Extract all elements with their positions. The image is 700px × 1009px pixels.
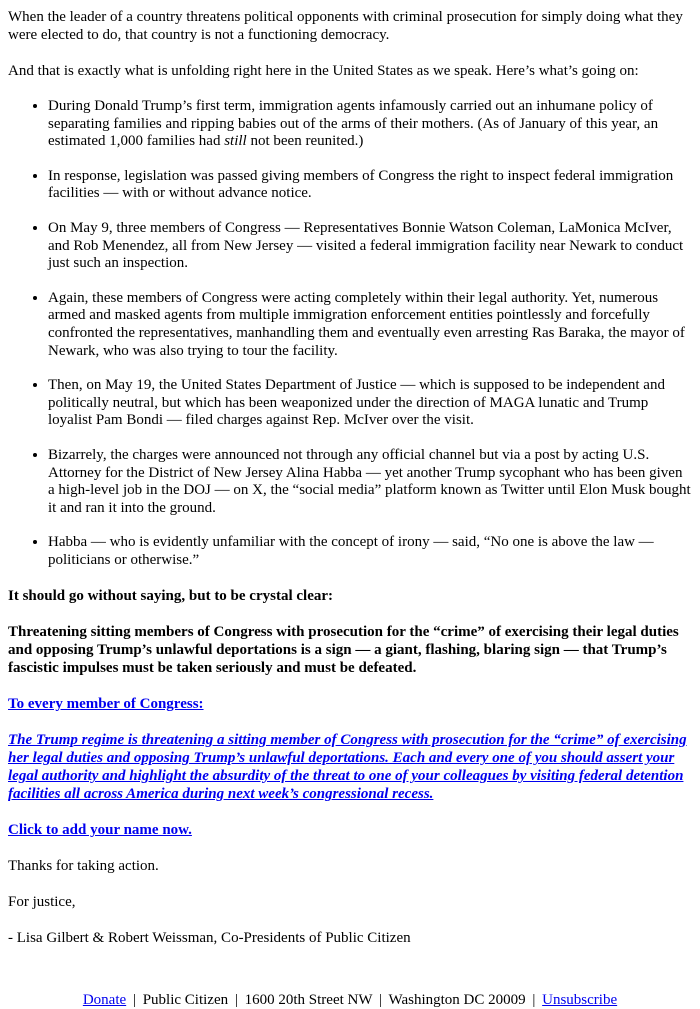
list-item: • Then, on May 19, the United States Department of Justice — which is supposed to be independent and politically neutral, but which has been weaponized under the direction of MAGA lunatic and Trump loyalist Pam Bondi — filed charges against Rep. McIver over the visit. (48, 377, 692, 430)
events-list (8, 98, 692, 569)
list-item: • In response, legislation was passed giving members of Congress the right to inspect federal immigration facilities — with or without advance notice. (48, 168, 692, 203)
lead-paragraph: And that is exactly what is unfolding right here in the United States as we speak. Here’s what’s going on: (8, 63, 639, 79)
footer-separator: | (379, 992, 383, 1009)
add-name-link[interactable]: Click to add your name now. (8, 822, 192, 839)
footer-separator: | (132, 992, 136, 1009)
donate-link[interactable]: Donate (82, 992, 127, 1009)
thanks-text: Thanks for taking action. (8, 858, 159, 875)
intro-paragraph: When the leader of a country threatens political opponents with criminal prosecution for simply doing what they were elected to do, that country is not a functioning democracy. (8, 9, 683, 43)
emphasis-still: still (224, 133, 247, 150)
to-congress-link[interactable]: To every member of Congress: (8, 696, 204, 713)
list-item: • Bizarrely, the charges were announced not through any official channel but via a post by acting U.S. Attorney for the District of New Jersey Alina Habba — yet another Trump sycophant who has been given a high-level job in the DOJ — on X, the “social media” platform known as Twitter until Elon Musk bought it and ran it into the ground. (48, 447, 692, 517)
threat-paragraph: Threatening sitting members of Congress with prosecution for the “crime” of exercising their legal duties and opposing Trump’s unlawful deportations is a sign — a giant, flashing, blaring sign — that Trump’s fascistic impulses must be taken seriously and must be defeated. (8, 624, 679, 677)
closing-text: For justice, (8, 894, 76, 911)
list-item: • During Donald Trump’s first term, immigration agents infamously carried out an inhumane policy of separating families and ripping babies out of the arms of their mothers. (As of January of this year, an estimated 1,000 families had still not been reunited.) (48, 98, 692, 151)
footer (8, 991, 692, 1009)
list-item: • Habba — who is evidently unfamiliar with the concept of irony — said, “No one is above the law — politicians or otherwise.” (48, 534, 692, 569)
footer-org: Public Citizen (142, 992, 229, 1009)
appeal-link[interactable]: The Trump regime is threatening a sitting member of Congress with prosecution for the “crime” of exercising her legal duties and opposing Trump’s unlawful deportations. Each and every one of you should assert your legal authority and highlight the absurdity of the threat to one of your colleagues by visiting federal detention facilities all across America during next week’s congressional recess. (8, 732, 687, 803)
footer-separator: | (234, 992, 238, 1009)
footer-address: 1600 20th Street NW (244, 992, 373, 1009)
signature-text: - Lisa Gilbert & Robert Weissman, Co-Presidents of Public Citizen (8, 930, 411, 947)
list-item: • On May 9, three members of Congress — Representatives Bonnie Watson Coleman, LaMonica McIver, and Rob Menendez, all from New Jersey — visited a federal immigration facility near Newark to conduct just such an inspection. (48, 220, 692, 273)
crystal-clear-heading: It should go without saying, but to be crystal clear: (8, 588, 334, 605)
list-item: • Again, these members of Congress were acting completely within their legal authority. Yet, numerous armed and masked agents from multiple immigration enforcement entities pointlessly and forcefully confronted the representatives, manhandling them and eventually even arresting Ras Baraka, the mayor of Newark, who was also trying to tour the facility. (48, 290, 692, 360)
footer-separator: | (532, 992, 536, 1009)
footer-city: Washington DC 20009 (388, 992, 526, 1009)
unsubscribe-link[interactable]: Unsubscribe (542, 992, 618, 1009)
